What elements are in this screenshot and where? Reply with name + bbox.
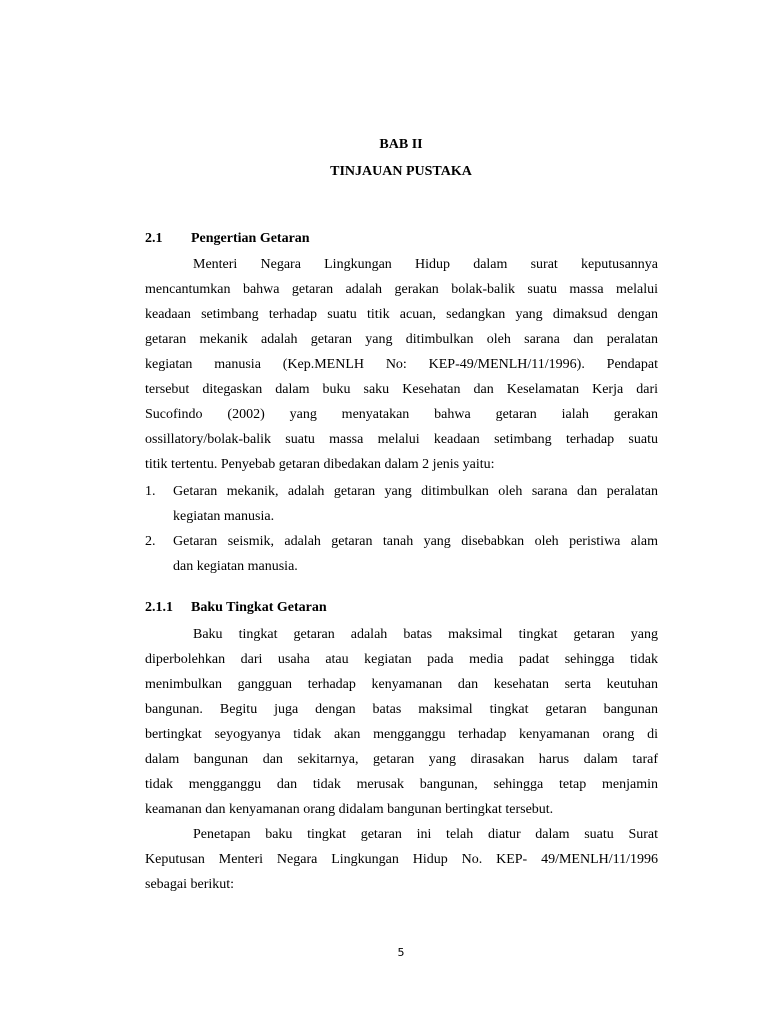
paragraph-line: diperbolehkan dari usaha atau kegiatan pada media padat sehingga tidak <box>145 652 658 667</box>
paragraph-line: Keputusan Menteri Negara Lingkungan Hidup No. KEP- 49/MENLH/11/1996 <box>145 852 658 867</box>
list-item-line: Getaran seismik, adalah getaran tanah yang disebabkan oleh peristiwa alam <box>173 534 658 549</box>
paragraph-line: keamanan dan kenyamanan orang didalam bangunan bertingkat tersebut. <box>145 802 554 817</box>
paragraph-line: Penetapan baku tingkat getaran ini telah diatur dalam suatu Surat <box>193 827 658 842</box>
paragraph-pengertian-getaran <box>145 252 658 477</box>
list-item-line: dan kegiatan manusia. <box>173 559 298 574</box>
list-item <box>145 479 658 529</box>
paragraph-line: tersebut ditegaskan dalam buku saku Kesehatan dan Keselamatan Kerja dari <box>145 382 658 397</box>
section-number: 2.1 <box>145 231 163 246</box>
list-item-line: kegiatan manusia. <box>173 509 275 524</box>
paragraph-line: sebagai berikut: <box>145 877 235 892</box>
paragraph-line: titik tertentu. Penyebab getaran dibedakan dalam 2 jenis yaitu: <box>145 457 495 472</box>
paragraph-penetapan-baku <box>145 822 658 897</box>
paragraph-line: bangunan. Begitu juga dengan batas maksimal tingkat getaran bangunan <box>145 702 658 717</box>
section-heading-2-1-1 <box>145 600 327 616</box>
list-item-line: Getaran mekanik, adalah getaran yang ditimbulkan oleh sarana dan peralatan <box>173 484 658 499</box>
section-number: 2.1.1 <box>145 600 173 615</box>
chapter-number: BAB II <box>379 137 423 152</box>
paragraph-line: kegiatan manusia (Kep.MENLH No: KEP-49/MENLH/11/1996). Pendapat <box>145 357 658 372</box>
paragraph-line: keadaan setimbang terhadap suatu titik acuan, sedangkan yang dimaksud dengan <box>145 307 658 322</box>
list-marker: 1. <box>145 484 156 499</box>
list-item <box>145 529 658 579</box>
section-title: Pengertian Getaran <box>191 231 310 246</box>
paragraph-line: Menteri Negara Lingkungan Hidup dalam surat keputusannya <box>193 257 658 272</box>
paragraph-line: menimbulkan gangguan terhadap kenyamanan dan kesehatan serta keutuhan <box>145 677 658 692</box>
paragraph-line: dalam bangunan dan sekitarnya, getaran yang dirasakan harus dalam taraf <box>145 752 658 767</box>
paragraph-line: tidak mengganggu dan tidak merusak bangunan, sehingga tetap menjamin <box>145 777 658 792</box>
section-title: Baku Tingkat Getaran <box>191 600 327 615</box>
section-heading-2-1 <box>145 231 310 247</box>
list-marker: 2. <box>145 534 156 549</box>
paragraph-line: Baku tingkat getaran adalah batas maksimal tingkat getaran yang <box>193 627 658 642</box>
paragraph-line: getaran mekanik adalah getaran yang ditimbulkan oleh sarana dan peralatan <box>145 332 658 347</box>
chapter-title: TINJAUAN PUSTAKA <box>330 164 472 179</box>
page-number: 5 <box>397 946 405 959</box>
paragraph-line: mencantumkan bahwa getaran adalah gerakan bolak-balik suatu massa melalui <box>145 282 658 297</box>
paragraph-line: bertingkat seyogyanya tidak akan mengganggu terhadap kenyamanan orang di <box>145 727 658 742</box>
numbered-list-jenis-getaran <box>145 479 658 579</box>
paragraph-line: ossillatory/bolak-balik suatu massa melalui keadaan setimbang terhadap suatu <box>145 432 658 447</box>
paragraph-line: Sucofindo (2002) yang menyatakan bahwa getaran ialah gerakan <box>145 407 658 422</box>
paragraph-baku-tingkat-getaran <box>145 622 658 822</box>
